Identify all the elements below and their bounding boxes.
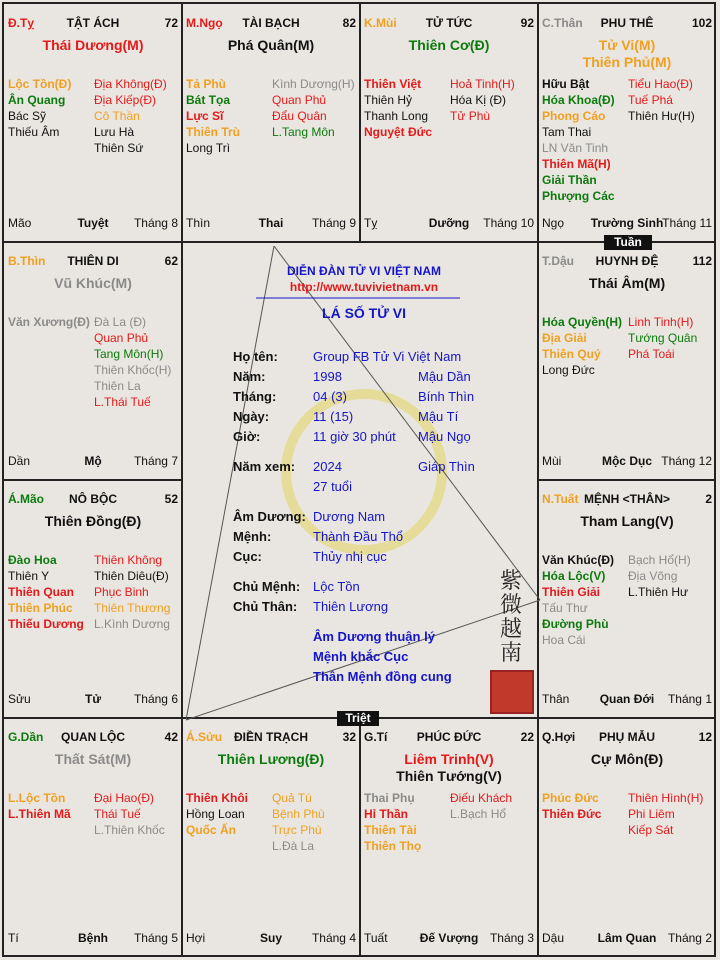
palace-header: [542, 16, 712, 32]
palace-header: [186, 730, 356, 746]
left-stars: [542, 76, 615, 204]
palace-footer: [542, 454, 712, 468]
life-stage: Bệnh: [78, 931, 108, 945]
star: Thiên Thương: [94, 601, 171, 615]
field-label: Tháng:: [233, 389, 277, 404]
palace-position: C.Thân: [542, 16, 583, 30]
star: Tướng Quân: [628, 331, 698, 345]
star: Thiên Sứ: [94, 141, 144, 155]
main-star: Thiên Lương(Đ): [217, 751, 325, 767]
right-stars: [272, 76, 355, 140]
star: Cô Thần: [94, 109, 140, 123]
star: Quan Phủ: [272, 93, 327, 107]
star: Phá Toái: [628, 347, 675, 361]
main-stars: [182, 751, 360, 768]
field-value: 2024: [313, 459, 342, 474]
life-stage: Quan Đới: [599, 692, 655, 706]
forum-url: http://www.tuvivietnam.vn: [289, 280, 439, 294]
palace-position: Đ.Tỵ: [8, 16, 35, 30]
lunar-month: Tháng 6: [133, 692, 178, 706]
earthly-branch: Dậu: [542, 931, 565, 945]
star: L.Thiên Mã: [8, 807, 71, 821]
star: Đào Hoa: [8, 553, 57, 567]
palace-name: PHU THÊ: [600, 16, 654, 30]
palace-tat-ach[interactable]: [4, 4, 182, 242]
palace-footer: [542, 692, 712, 706]
left-stars: [8, 76, 71, 140]
right-stars: [94, 314, 171, 410]
palace-phuc-duc[interactable]: [360, 718, 538, 957]
center-panel: [186, 246, 542, 722]
tu-vi-chart-board: [2, 2, 716, 957]
calligraphy-char: 紫: [500, 569, 523, 594]
lunar-month: Tháng 12: [661, 454, 712, 468]
field-value: 27 tuổi: [313, 479, 353, 494]
earthly-branch: Ngọ: [542, 216, 565, 230]
left-stars: [542, 552, 614, 648]
palace-name: TÀI BẠCH: [242, 16, 300, 30]
palace-header: [8, 492, 178, 508]
left-stars: [8, 552, 84, 632]
palace-menh-than[interactable]: [538, 480, 716, 718]
triet-tag: Triệt: [337, 711, 379, 726]
life-stage: Lâm Quan: [597, 931, 657, 945]
star: Thiên La: [94, 379, 141, 393]
left-stars: [364, 790, 421, 854]
lunar-month: Tháng 4: [311, 931, 356, 945]
field-value: Lộc Tồn: [313, 579, 360, 594]
star: Thanh Long: [364, 109, 429, 123]
star: L.Lộc Tồn: [8, 791, 66, 805]
star: Thiên Y: [8, 569, 50, 583]
left-stars: [542, 790, 601, 822]
main-stars: [538, 751, 716, 768]
right-stars: [94, 76, 167, 156]
palace-age: 112: [692, 254, 712, 268]
main-star: Thất Sát(M): [54, 751, 132, 767]
palace-name: MỆNH <THÂN>: [583, 492, 670, 506]
field-label: Năm xem:: [233, 459, 296, 474]
main-star: Liêm Trinh(V): [404, 751, 494, 767]
main-stars: [182, 37, 360, 54]
star: Thiên Giải: [542, 585, 601, 599]
palace-footer: [8, 454, 178, 468]
palace-footer: [8, 931, 178, 945]
main-star: Vũ Khúc(M): [54, 275, 132, 291]
earthly-branch: Hợi: [186, 931, 206, 945]
star: Thiên Quan: [8, 585, 74, 599]
main-stars: [538, 513, 716, 530]
star: Địa Kiếp(Đ): [94, 93, 157, 107]
palace-huynh-de[interactable]: [538, 242, 716, 480]
palace-footer: [364, 931, 534, 945]
star: Hóa Quyền(H): [542, 315, 623, 329]
field-value: 1998: [313, 369, 342, 384]
palace-age: 82: [342, 16, 356, 30]
right-stars: [450, 790, 512, 822]
star: Tấu Thư: [542, 601, 588, 615]
left-stars: [542, 314, 622, 378]
earthly-branch: Tuất: [364, 931, 388, 945]
palace-footer: [186, 931, 356, 945]
star: Thiên Tài: [364, 823, 417, 837]
main-stars: [538, 275, 716, 292]
palace-name: NÔ BỘC: [69, 492, 117, 506]
palace-name: PHÚC ĐỨC: [416, 730, 482, 744]
star: Tả Phù: [186, 77, 227, 91]
chart-note: Mệnh khắc Cục: [313, 649, 409, 664]
earthly-branch: Tỵ: [364, 216, 378, 230]
palace-age: 22: [520, 730, 534, 744]
field-label: Chủ Thân:: [233, 599, 298, 614]
palace-footer: [542, 931, 712, 945]
calligraphy-char: 微: [500, 593, 523, 618]
star: Lực Sĩ: [186, 109, 224, 123]
star: Tuế Phá: [628, 93, 673, 107]
star: Quốc Ấn: [186, 823, 236, 837]
palace-dien-trach[interactable]: [182, 718, 360, 957]
palace-age: 92: [520, 16, 534, 30]
palace-thien-di[interactable]: [4, 242, 182, 480]
star: LN Văn Tinh: [542, 141, 609, 155]
main-star: Thiên Đồng(Đ): [44, 513, 142, 529]
star: Thiên Khôi: [186, 791, 248, 805]
life-stage: Dưỡng: [428, 216, 470, 230]
star: Long Đức: [542, 363, 595, 377]
main-star: Thiên Tướng(V): [396, 768, 502, 784]
palace-phu-the[interactable]: [538, 4, 716, 242]
palace-age: 2: [705, 492, 712, 506]
lunar-month: Tháng 5: [133, 931, 178, 945]
star: Thiếu Dương: [8, 617, 84, 631]
star: Văn Xương(Đ): [8, 315, 90, 329]
star: L.Thái Tuế: [94, 395, 151, 409]
palace-age: 52: [164, 492, 178, 506]
field-value: 11 giờ 30 phút: [313, 429, 396, 444]
main-star: Phá Quân(M): [227, 37, 315, 53]
earthly-branch: Mão: [8, 216, 32, 230]
star: Tiểu Hao(Đ): [628, 77, 693, 91]
tuan-tag: Tuần: [604, 235, 652, 250]
calligraphy-char: 南: [500, 641, 523, 666]
main-star: Tham Lang(V): [580, 513, 674, 529]
earthly-branch: Dần: [8, 454, 31, 468]
life-stage: Thai: [258, 216, 284, 230]
field-value: 11 (15): [313, 409, 354, 424]
field-extra: Mậu Tí: [418, 409, 459, 424]
palace-name: THIÊN DI: [67, 254, 119, 268]
palace-position: G.Dần: [8, 730, 44, 744]
field-extra: Mậu Ngọ: [418, 429, 471, 444]
earthly-branch: Tí: [8, 931, 19, 945]
palace-position: Á.Sửu: [186, 730, 223, 744]
star: Ân Quang: [8, 93, 66, 107]
main-stars: [4, 513, 182, 530]
star: Tam Thai: [542, 125, 592, 139]
palace-age: 42: [164, 730, 178, 744]
palace-header: [8, 254, 178, 270]
star: Hóa Khoa(Đ): [542, 93, 615, 107]
star: Phượng Các: [542, 189, 615, 203]
palace-age: 102: [691, 16, 712, 30]
star: Thái Tuế: [94, 807, 141, 821]
palace-phu-mau[interactable]: [538, 718, 716, 957]
star: Thiên Thọ: [364, 839, 422, 853]
palace-header: [8, 16, 178, 32]
palace-header: [542, 730, 712, 746]
star: Thiên Mã(H): [542, 157, 611, 171]
star: Thiên Đức: [542, 807, 602, 821]
palace-position: Q.Hợi: [542, 730, 576, 744]
star: L.Kình Dương: [94, 617, 170, 631]
star: Lộc Tồn(Đ): [8, 77, 72, 91]
calligraphy-char: 越: [500, 617, 523, 642]
palace-position: M.Ngọ: [186, 16, 223, 30]
star: Thiên Khốc(H): [94, 363, 172, 377]
chart-title: LÁ SỐ TỬ VI: [322, 305, 406, 321]
star: Văn Khúc(Đ): [542, 553, 614, 567]
right-stars: [628, 552, 691, 600]
right-stars: [628, 76, 695, 124]
palace-header: [542, 254, 712, 270]
star: Quả Tú: [272, 791, 312, 805]
field-label: Ngày:: [233, 409, 270, 424]
field-label: Năm:: [233, 369, 266, 384]
palace-age: 72: [164, 16, 178, 30]
main-stars: [360, 37, 538, 54]
lunar-month: Tháng 10: [483, 216, 534, 230]
star: Đẩu Quân: [272, 109, 327, 123]
field-value: Thiên Lương: [313, 599, 389, 614]
field-label: Chủ Mệnh:: [233, 579, 301, 594]
field-extra: Bính Thìn: [418, 389, 475, 404]
life-stage: Tử: [84, 692, 102, 706]
star: Hóa Lộc(V): [542, 569, 606, 583]
star: Nguyệt Đức: [364, 125, 433, 139]
field-label: Họ tên:: [233, 349, 278, 364]
star: Bác Sỹ: [8, 109, 47, 123]
field-value: 04 (3): [313, 389, 347, 404]
right-stars: [94, 552, 170, 632]
left-stars: [186, 76, 240, 156]
star: Kình Dương(H): [272, 77, 355, 91]
main-stars: [4, 37, 182, 54]
star: Hoả Tinh(H): [450, 77, 515, 91]
palace-footer: [542, 216, 712, 230]
palace-name: TỬ TỨC: [425, 16, 473, 30]
palace-no-boc[interactable]: [4, 480, 182, 718]
lunar-month: Tháng 1: [667, 692, 712, 706]
main-star: Tử Vi(M): [598, 37, 656, 53]
palace-name: PHỤ MẪU: [599, 730, 655, 744]
star: Điếu Khách: [450, 791, 513, 805]
palace-footer: [186, 216, 356, 230]
star: Đà La (Đ): [94, 315, 147, 329]
star: Thiếu Âm: [8, 125, 60, 139]
palace-position: N.Tuất: [542, 492, 579, 506]
palace-footer: [8, 692, 178, 706]
field-label: Âm Dương:: [233, 509, 306, 524]
star: Bạch Hổ(H): [628, 553, 691, 567]
star: Địa Giải: [542, 331, 587, 345]
palace-position: K.Mùi: [364, 16, 397, 30]
palace-position: B.Thìn: [8, 254, 46, 268]
star: Trực Phù: [272, 823, 322, 837]
calligraphy: [500, 570, 528, 666]
star: Lưu Hà: [94, 125, 135, 139]
star: L.Đà La: [272, 839, 315, 853]
star: Phục Binh: [94, 585, 149, 599]
earthly-branch: Sửu: [8, 692, 31, 706]
palace-quan-loc[interactable]: [4, 718, 182, 957]
red-seal: [490, 670, 534, 714]
main-stars: [4, 275, 182, 292]
star: Phong Cáo: [542, 109, 606, 123]
star: Đại Hao(Đ): [94, 791, 155, 805]
earthly-branch: Thân: [542, 692, 570, 706]
star: Bát Tọa: [186, 93, 231, 107]
main-stars: [4, 751, 182, 768]
life-stage: Mộc Dục: [601, 454, 652, 468]
field-label: Giờ:: [233, 429, 261, 444]
field-value: Dương Nam: [313, 509, 386, 524]
palace-age: 62: [164, 254, 178, 268]
star: Hồng Loan: [186, 807, 245, 821]
earthly-branch: Thìn: [186, 216, 211, 230]
chart-note: Âm Dương thuận lý: [313, 629, 435, 644]
star: Thai Phụ: [364, 791, 415, 805]
lunar-month: Tháng 2: [667, 931, 712, 945]
life-stage: Mộ: [84, 454, 102, 468]
star: Thiên Việt: [364, 77, 422, 91]
palace-position: Á.Mão: [8, 492, 44, 506]
star: Quan Phủ: [94, 331, 149, 345]
right-stars: [628, 314, 697, 362]
earthly-branch: Mùi: [542, 454, 562, 468]
right-stars: [450, 76, 515, 124]
star: Tử Phù: [450, 109, 491, 123]
forum-title: DIỄN ĐÀN TỬ VI VIỆT NAM: [287, 264, 441, 278]
palace-tu-tuc[interactable]: [360, 4, 538, 242]
field-value: Group FB Tử Vi Việt Nam: [313, 349, 462, 364]
palace-header: [542, 492, 712, 508]
palace-name: TẬT ÁCH: [66, 16, 120, 30]
left-stars: [8, 790, 71, 822]
field-label: Cục:: [233, 549, 262, 564]
star: Thiên Trù: [186, 125, 240, 139]
star: Hoa Cái: [542, 633, 586, 647]
palace-age: 12: [698, 730, 712, 744]
star: L.Thiên Khốc: [94, 823, 165, 837]
star: Thiên Hư(H): [628, 109, 695, 123]
right-stars: [272, 790, 325, 854]
left-stars: [186, 790, 248, 838]
right-stars: [94, 790, 165, 838]
main-star: Thiên Phủ(M): [582, 54, 672, 70]
palace-header: [364, 16, 534, 32]
palace-header: [364, 730, 534, 746]
main-stars: [360, 751, 538, 785]
field-label: Mệnh:: [233, 529, 272, 544]
star: Địa Võng: [628, 569, 678, 583]
palace-name: HUYNH ĐỆ: [595, 254, 659, 268]
star: Hỉ Thần: [364, 807, 408, 821]
palace-name: QUAN LỘC: [61, 730, 125, 744]
star: Thiên Diêu(Đ): [94, 569, 169, 583]
life-stage: Trường Sinh: [590, 216, 664, 230]
star: Đường Phù: [542, 617, 609, 631]
field-value: Thành Đầu Thổ: [313, 529, 404, 544]
star: Thiên Không: [94, 553, 163, 567]
star: Thiên Hỷ: [364, 93, 413, 107]
right-stars: [628, 790, 703, 838]
lunar-month: Tháng 11: [662, 216, 712, 230]
main-star: Thái Âm(M): [588, 275, 666, 291]
life-stage: Đế Vượng: [419, 931, 479, 945]
lunar-month: Tháng 8: [133, 216, 178, 230]
palace-footer: [364, 216, 534, 230]
left-stars: [364, 76, 432, 140]
field-extra: Giáp Thìn: [418, 459, 475, 474]
lunar-month: Tháng 3: [489, 931, 534, 945]
palace-header: [8, 730, 178, 746]
star: L.Tang Môn: [272, 125, 335, 139]
star: Tang Môn(H): [94, 347, 164, 361]
star: Kiếp Sát: [628, 823, 674, 837]
star: Hữu Bật: [542, 77, 590, 91]
star: L.Thiên Hư: [628, 585, 689, 599]
field-value: Thủy nhị cục: [313, 549, 387, 564]
palace-tai-bach[interactable]: [182, 4, 360, 242]
field-extra: Mậu Dần: [418, 369, 471, 384]
palace-header: [186, 16, 356, 32]
star: Bệnh Phù: [272, 807, 325, 821]
life-stage: Suy: [259, 931, 282, 945]
main-star: Thiên Cơ(Đ): [408, 37, 490, 53]
lunar-month: Tháng 7: [133, 454, 178, 468]
main-stars: [538, 37, 716, 71]
main-star: Thái Dương(M): [42, 37, 144, 53]
palace-position: G.Tí: [364, 730, 388, 744]
palace-position: T.Dậu: [542, 254, 575, 268]
star: Thiên Quý: [542, 347, 601, 361]
star: Hóa Kị (Đ): [450, 93, 507, 107]
palace-footer: [8, 216, 178, 230]
star: Phi Liêm: [628, 807, 675, 821]
left-stars: [8, 314, 90, 330]
star: L.Bạch Hổ: [450, 807, 507, 821]
star: Long Trì: [186, 141, 231, 155]
star: Giải Thần: [542, 173, 597, 187]
star: Địa Không(Đ): [94, 77, 167, 91]
chart-note: Thân Mệnh đồng cung: [313, 669, 452, 684]
star: Linh Tinh(H): [628, 315, 694, 329]
star: Thiên Hình(H): [628, 791, 704, 805]
star: Thiên Phúc: [8, 601, 73, 615]
star: Phúc Đức: [542, 791, 599, 805]
life-stage: Tuyệt: [77, 216, 109, 230]
lunar-month: Tháng 9: [311, 216, 356, 230]
main-star: Cự Môn(Đ): [590, 751, 664, 767]
palace-age: 32: [342, 730, 356, 744]
palace-name: ĐIỀN TRẠCH: [234, 730, 308, 744]
